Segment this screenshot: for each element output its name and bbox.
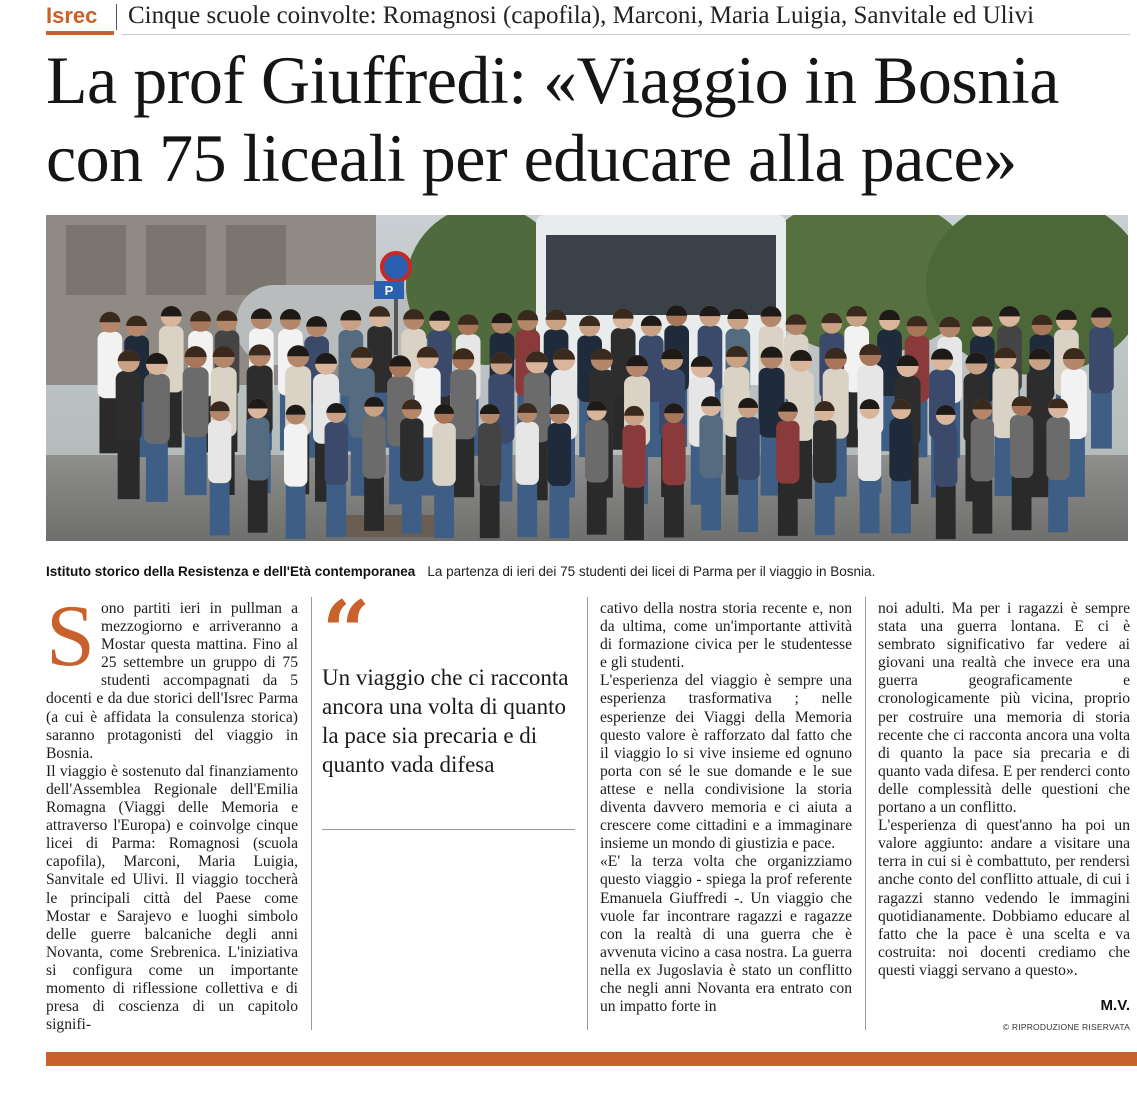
pull-quote: Un viaggio che ci racconta ancora una volta di quanto la pace sia precaria e di quanto vada difesa xyxy=(322,665,569,777)
author-signature: M.V. xyxy=(1100,997,1130,1014)
paragraph: Il viaggio è sostenuto dal finanziamento dell'Assemblea Regionale dell'Emilia Romagna (Viaggi delle Memoria e attraverso l'Europa) e coinvolge cinque licei di Parma: Romagnosi (scuola capofila), Marconi, Maria Luigia, Sanvitale ed Ulivi. Il viaggio toccherà le principali città del Paese come Mostar e Sarajevo e luoghi simbolo delle guerre balcaniche degli anni Novanta, come Srebrenica. L'iniziativa si configura come un importante momento di riflessione collettiva e di presa di coscienza di un capitolo signifi- xyxy=(46,762,298,1034)
group-photo xyxy=(46,215,1128,541)
caption-text: La partenza di ieri dei 75 studenti dei licei di Parma per il viaggio in Bosnia. xyxy=(427,564,876,579)
section-tag: Isrec xyxy=(46,3,98,28)
bottom-accent-bar xyxy=(46,1052,1137,1066)
kicker-rule xyxy=(122,34,1130,35)
kicker-text: Cinque scuole coinvolte: Romagnosi (capofila), Marconi, Maria Luigia, Sanvitale ed Ulivi xyxy=(128,2,1035,29)
paragraph: ono partiti ieri in pullman a mezzogiorno e arriveranno a Mostar questa mattina. Fino al 25 settembre un gruppo di 75 studenti accompagnati da 5 docenti e da due storici dell'Isrec Parma (a cui è affidata la consulenza storica) saranno protagonisti del viaggio in Bosnia. xyxy=(46,600,298,762)
paragraph: «E' la terza volta che organizziamo questo viaggio - spiega la prof referente Emanuela Giuffredi -. Un viaggio che vuole far incontrare ragazzi e ragazze con la realtà di una guerra che è avvenuta vicino a casa nostra. La guerra nella ex Jugoslavia è stato un conflitto che negli anni Novanta era entrato con un impatto forte in xyxy=(600,853,852,1016)
kicker-divider xyxy=(116,4,117,30)
paragraph: L'esperienza del viaggio è sempre una esperienza trasformativa ; nelle esperienze dei Viaggi della Memoria questo valore è rafforzato dal fatto che il viaggio lo si vive insieme ed ognuno porta con sé le sue domande e le sue attese e nella condivisione la storia diventa davvero memoria e ci aiuta a crescere come cittadini e a immaginare insieme un mondo di giustizia e pace. xyxy=(600,672,852,853)
column-divider xyxy=(865,597,866,1030)
pull-quote-rule xyxy=(322,829,575,830)
paragraph: L'esperienza di quest'anno ha poi un valore aggiunto: andare a visitare una terra in cui si è combattuto, per rendersi anche conto del conflitto attuale, di cui i ragazzi stanno vedendo le immagini quotidianamente. Dobbiamo educare al fatto che la pace è una scelta e va costruita: noi docenti crediamo che questi viaggi servano a questo». xyxy=(878,817,1130,979)
drop-cap: S xyxy=(46,588,95,685)
column-divider xyxy=(311,597,312,1030)
headline-line-1: La prof Giuffredi: «Viaggio in Bosnia xyxy=(46,42,1059,118)
photo-caption xyxy=(46,563,875,581)
parking-sign-letter: P xyxy=(384,283,394,298)
column-divider xyxy=(587,597,588,1030)
quote-mark-icon: “ xyxy=(322,582,371,681)
article-column-4 xyxy=(878,600,1130,980)
section-tag-underline xyxy=(46,31,114,35)
headline-line-2: con 75 liceali per educare alla pace» xyxy=(46,120,1017,196)
paragraph: noi adulti. Ma per i ragazzi è sempre stata una guerra lontana. E ci è sembrato significativo far vedere ai giovani una realtà che invece era una guerra geograficamente e cronologicamente più vicina, proprio per costruire una memoria di storia recente che ci racconta ancora una volta di quanto la pace sia precaria e di quanto vada difesa. E per renderci conto delle complessità delle questioni che portano a un conflitto. xyxy=(878,600,1130,817)
paragraph: cativo della nostra storia recente e, non da ultima, come un'importante attività di formazione civica per le studentesse e gli studenti. xyxy=(600,600,852,672)
article-column-3 xyxy=(600,600,852,1016)
article-column-1 xyxy=(46,588,298,1034)
copyright-note: © RIPRODUZIONE RISERVATA xyxy=(1002,1022,1130,1032)
caption-source: Istituto storico della Resistenza e dell'Età contemporanea xyxy=(46,564,416,579)
